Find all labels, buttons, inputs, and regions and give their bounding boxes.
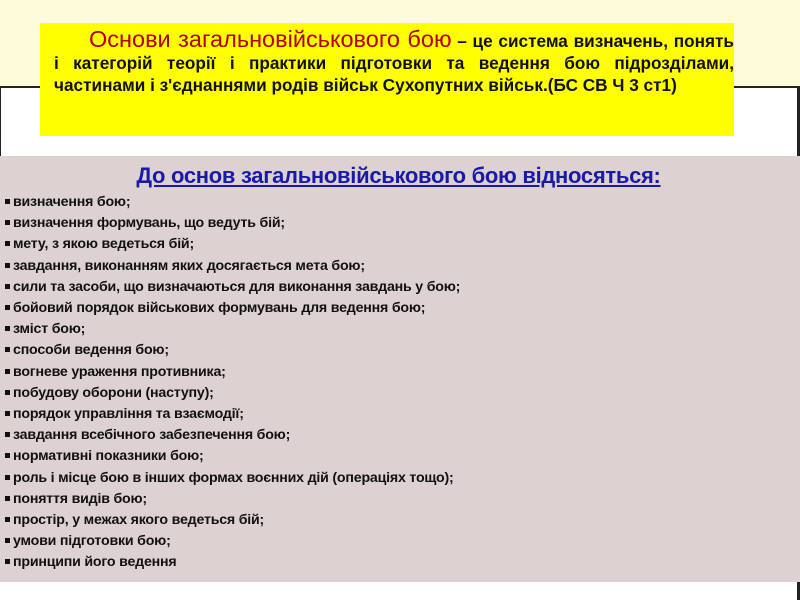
- list-item-text: зміст бою;: [13, 321, 86, 338]
- list-item: [5, 192, 800, 213]
- list-item: [5, 404, 800, 425]
- definition-paragraph: [54, 28, 734, 96]
- square-bullet-icon: [5, 241, 10, 246]
- list-item: [5, 383, 800, 404]
- square-bullet-icon: [5, 538, 10, 543]
- list-title: До основ загальновійськового бою відносяться:: [136, 163, 661, 188]
- list-item-text: бойовий порядок військових формувань для ведення бою;: [13, 300, 426, 317]
- list-item-text: завдання всебічного забезпечення бою;: [13, 427, 291, 444]
- list-item: [5, 468, 800, 489]
- square-bullet-icon: [5, 432, 10, 437]
- list-item: [5, 362, 800, 383]
- square-bullet-icon: [5, 220, 10, 225]
- list-item-text: побудову оборони (наступу);: [13, 384, 214, 401]
- list-item-text: простір, у межах якого ведеться бій;: [13, 512, 265, 529]
- square-bullet-icon: [5, 369, 10, 374]
- square-bullet-icon: [5, 390, 10, 395]
- definition-term: Основи загальновійськового бою: [89, 26, 452, 52]
- list-item: [5, 298, 800, 319]
- frame-left-line: [0, 86, 1, 156]
- list-item: [5, 446, 800, 467]
- square-bullet-icon: [5, 305, 10, 310]
- list-item: [5, 531, 800, 552]
- square-bullet-icon: [5, 347, 10, 352]
- definition-box: [40, 23, 734, 136]
- list-panel: [0, 156, 800, 582]
- square-bullet-icon: [5, 199, 10, 204]
- list-item-text: нормативні показники бою;: [13, 448, 204, 465]
- square-bullet-icon: [5, 284, 10, 289]
- square-bullet-icon: [5, 453, 10, 458]
- list-item-text: роль і місце бою в інших формах воєнних дій (операціях тощо);: [13, 469, 454, 486]
- list-item-text: мету, з якою ведеться бій;: [13, 236, 194, 253]
- list-item-text: визначення формувань, що ведуть бій;: [13, 215, 285, 232]
- square-bullet-icon: [5, 517, 10, 522]
- square-bullet-icon: [5, 263, 10, 268]
- list-item: [5, 213, 800, 234]
- list-item-text: порядок управління та взаємодії;: [13, 406, 244, 423]
- list-item-text: завдання, виконанням яких досягається мета бою;: [13, 257, 365, 274]
- square-bullet-icon: [5, 326, 10, 331]
- list-item: [5, 340, 800, 361]
- list-item-text: визначення бою;: [13, 194, 131, 210]
- list-item: [5, 256, 800, 277]
- list-item-text: принципи його ведення: [13, 554, 177, 571]
- list-item: [5, 489, 800, 510]
- list-item: [5, 234, 800, 255]
- list-item-text: вогневе ураження противника;: [13, 363, 226, 380]
- list-item-text: поняття видів бою;: [13, 490, 147, 507]
- list-item: [5, 277, 800, 298]
- square-bullet-icon: [5, 559, 10, 564]
- definition-body: – це система визначень, понять і категорій теорії і практики підготовки та ведення бою підрозділами, частинами і з'єднаннями родів військ Сухопутних військ.(БС СВ Ч 3 ст1): [54, 31, 734, 95]
- list-item: [5, 510, 800, 531]
- list-item-text: способи ведення бою;: [13, 342, 169, 359]
- list-item: [5, 425, 800, 446]
- list-item: [5, 552, 800, 573]
- list-item: [5, 319, 800, 340]
- square-bullet-icon: [5, 411, 10, 416]
- items-list: [5, 192, 800, 574]
- list-item-text: умови підготовки бою;: [13, 533, 171, 550]
- list-item-text: сили та засоби, що визначаються для виконання завдань у бою;: [13, 278, 461, 295]
- square-bullet-icon: [5, 496, 10, 501]
- square-bullet-icon: [5, 475, 10, 480]
